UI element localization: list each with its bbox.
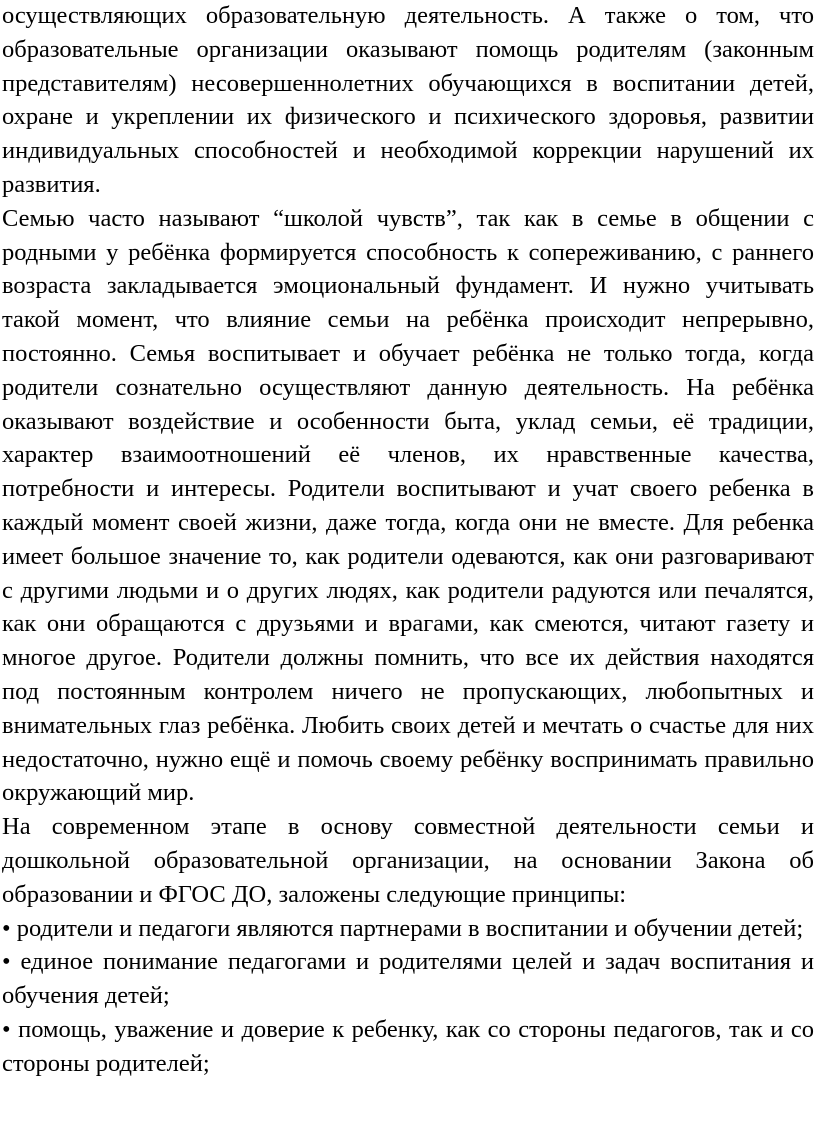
paragraph-principles-intro: На современном этапе в основу совместной деятельности семьи и дошкольной образовательной организации, на основании Закона об образовании и ФГОС ДО, заложены следующие принципы: bbox=[2, 813, 814, 908]
bullet-partners: • родители и педагоги являются партнерами в воспитании и обучении детей; bbox=[2, 914, 804, 942]
bullet-common-understanding: • единое понимание педагогами и родителями целей и задач воспитания и обучения детей; bbox=[2, 948, 814, 1010]
paragraph-school-of-feelings: Семью часто называют “школой чувств”, так как в семье в общении с родными у ребёнка формируется способность к сопереживанию, с раннего возраста закладывается эмоциональный фундамент. И нужно учитывать такой момент, что влияние семьи на ребёнка происходит непрерывно, постоянно. Семья воспитывает и обучает ребёнка не только тогда, когда родители сознательно осуществляют данную деятельность. На ребёнка оказывают воздействие и особенности быта, уклад семьи, её традиции, характер взаимоотношений её членов, их нравственные качества, потребности и интересы. Родители воспитывают и учат своего ребенка в каждый момент своей жизни, даже тогда, когда они не вместе. Для ребенка имеет большое значение то, как родители одеваются, как они разговаривают с другими людьми и о других людях, как родители радуются или печалятся, как они обращаются с друзьями и врагами, как смеются, читают газету и многое другое. Родители должны помнить, что все их действия находятся под постоянным контролем ничего не пропускающих, любопытных и внимательных глаз ребёнка. Любить своих детей и мечтать о счастье для них недостаточно, нужно ещё и помочь своему ребёнку воспринимать правильно окружающий мир. bbox=[2, 204, 814, 807]
bullet-help-respect-trust: • помощь, уважение и доверие к ребенку, как со стороны педагогов, так и со стороны родителей; bbox=[2, 1015, 814, 1077]
paragraph-educational-activity: осуществляющих образовательную деятельность. А также о том, что образовательные организации оказывают помощь родителям (законным представителям) несовершеннолетних обучающихся в воспитании детей, охране и укреплении их физического и психического здоровья, развитии индивидуальных способностей и необходимой коррекции нарушений их развития. bbox=[2, 2, 814, 198]
